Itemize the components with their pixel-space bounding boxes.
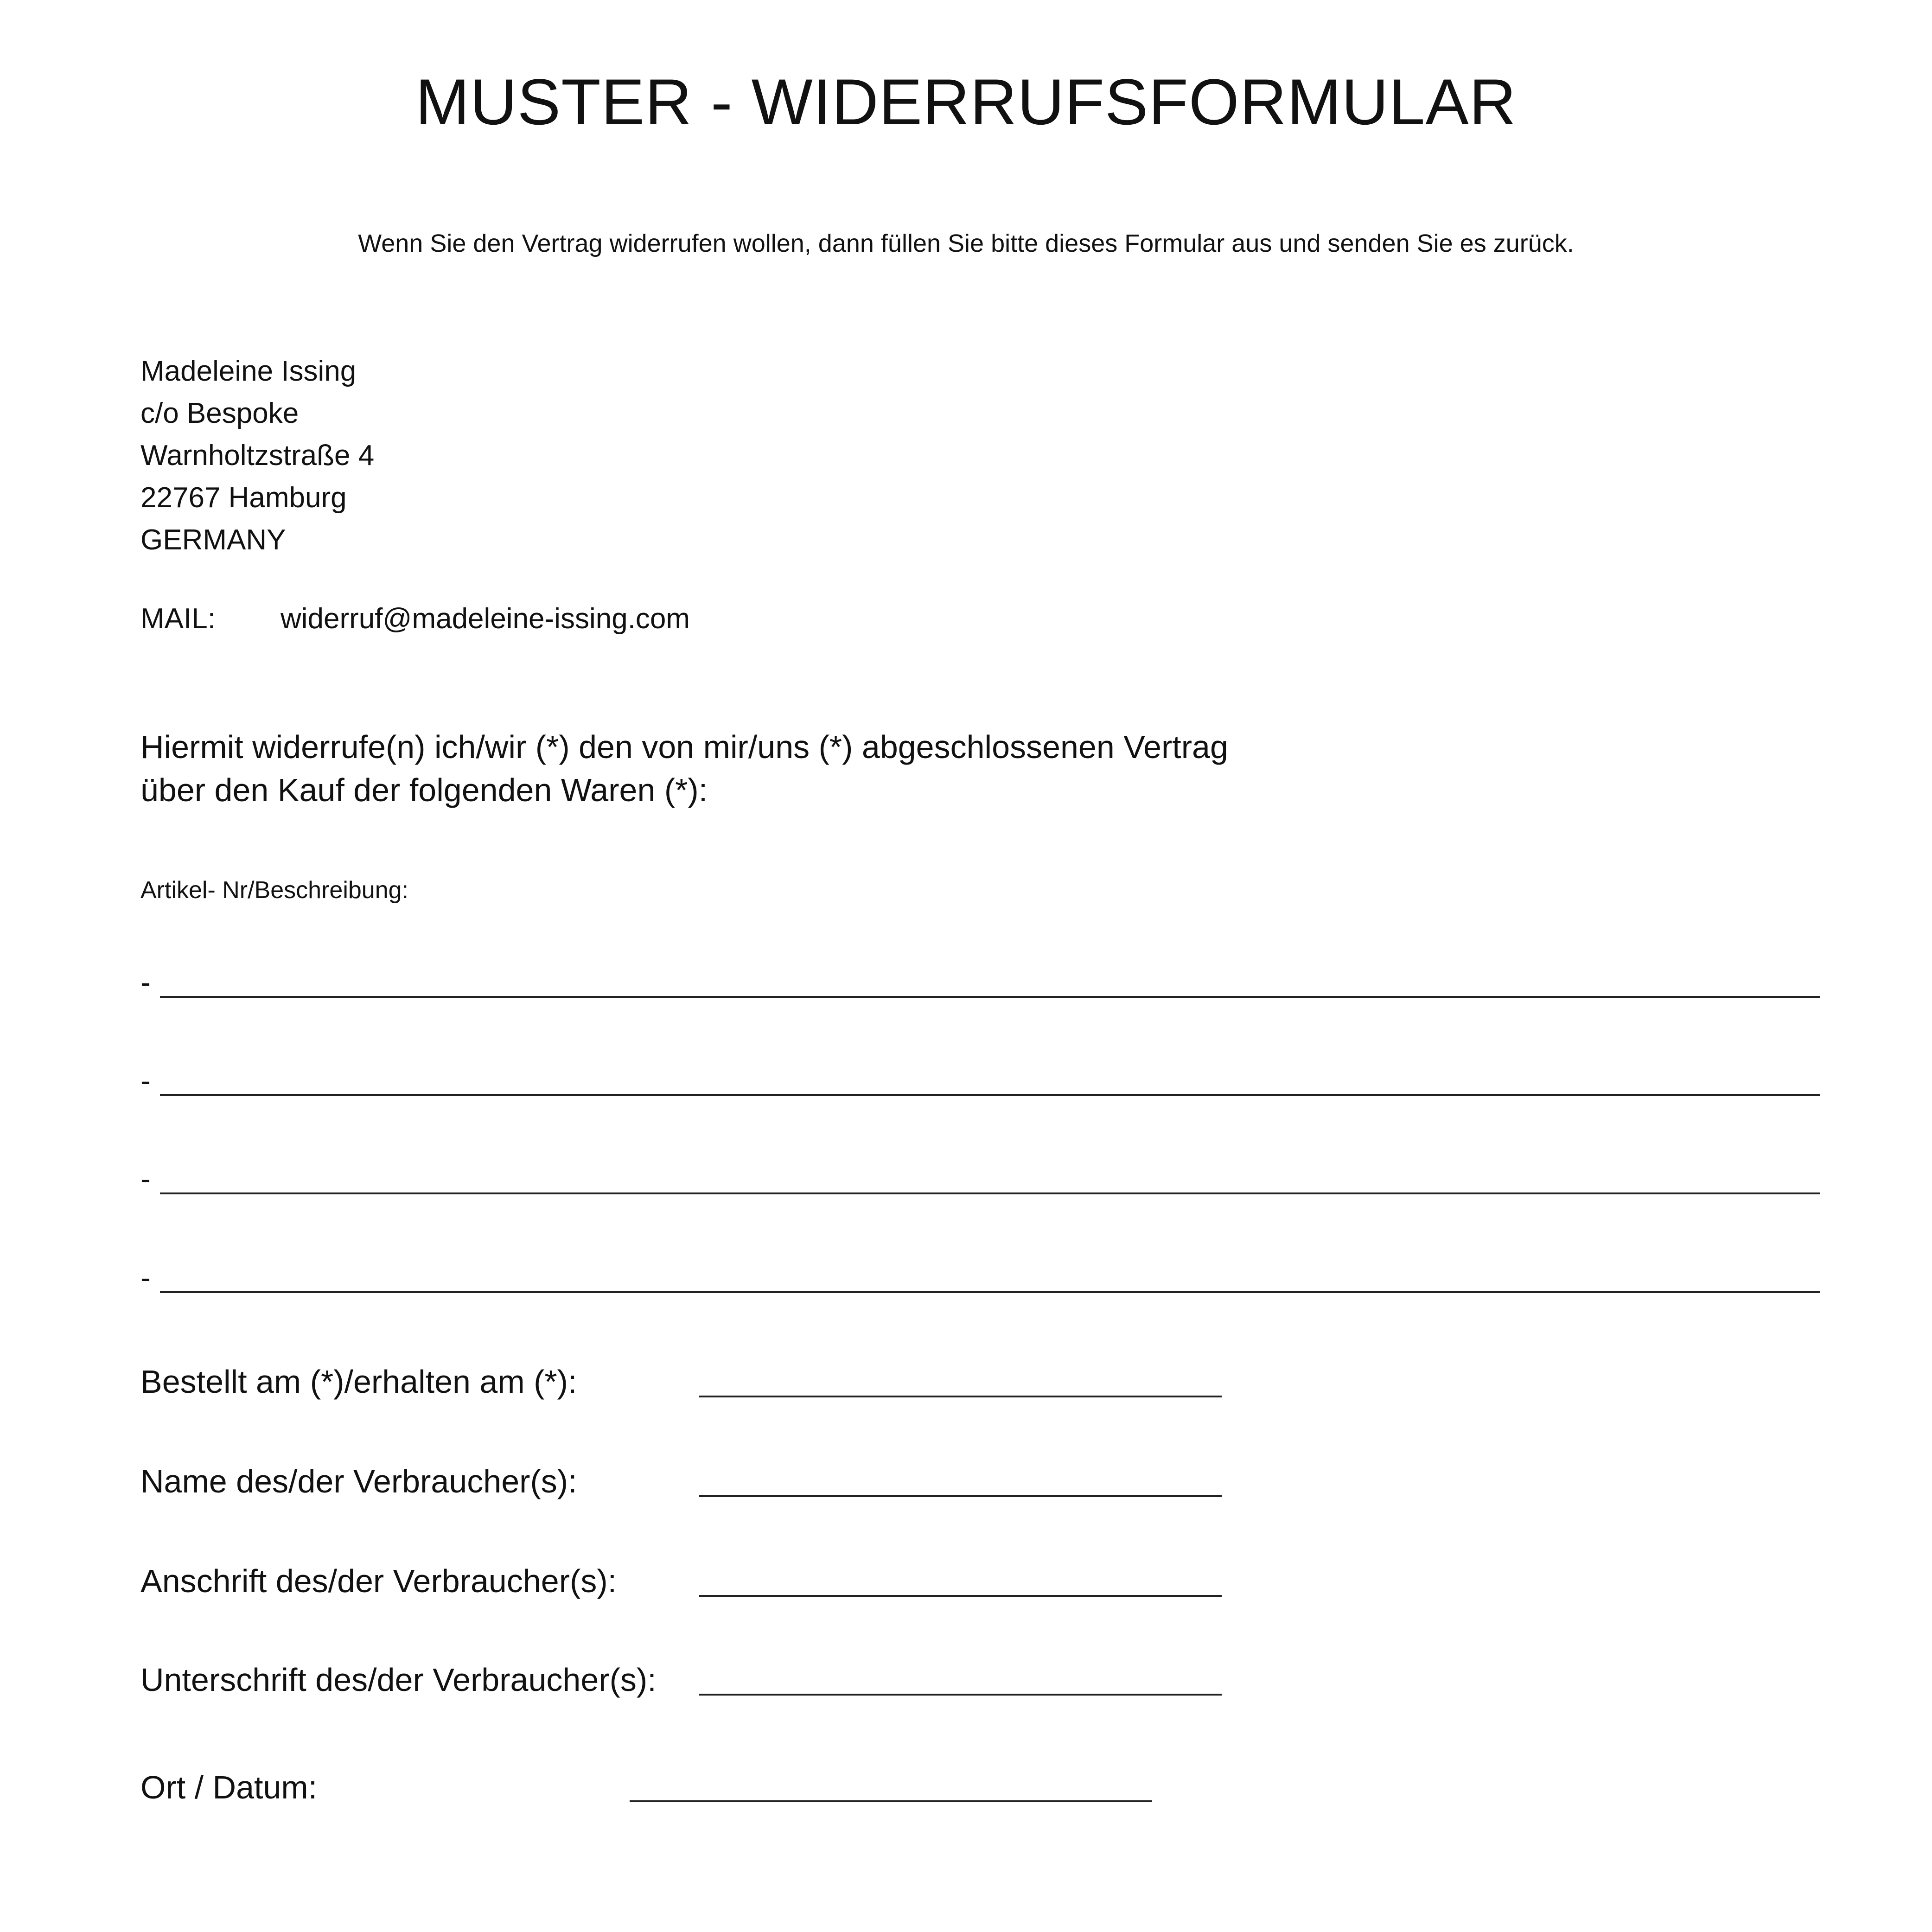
ordered-received-label: Bestellt am (*)/erhalten am (*):: [140, 1364, 577, 1400]
seller-address: [140, 350, 374, 561]
withdrawal-statement: [140, 726, 1228, 812]
place-date-field[interactable]: [630, 1800, 1152, 1802]
article-blank-line[interactable]: [160, 996, 1820, 998]
article-line-4[interactable]: [140, 1259, 1820, 1296]
intro-text: Wenn Sie den Vertrag widerrufen wollen, dann füllen Sie bitte dieses Formular aus und senden Sie es zurück.: [358, 230, 1574, 257]
consumer-name-label: Name des/der Verbraucher(s):: [140, 1463, 577, 1499]
form-title: MUSTER - WIDERRUFSFORMULAR: [415, 65, 1517, 138]
article-blank-line[interactable]: [160, 1094, 1820, 1096]
consumer-name-field[interactable]: [699, 1495, 1222, 1497]
article-dash: -: [140, 965, 151, 999]
article-line-2[interactable]: [140, 1062, 1820, 1099]
article-label: Artikel- Nr/Beschreibung:: [140, 877, 408, 904]
mail-label: MAIL:: [140, 603, 216, 635]
mail-address: widerruf@madeleine-issing.com: [281, 603, 690, 635]
consumer-signature-label: Unterschrift des/der Verbraucher(s):: [140, 1662, 657, 1698]
article-blank-line[interactable]: [160, 1291, 1820, 1293]
address-city: 22767 Hamburg: [140, 482, 347, 514]
consumer-signature-field[interactable]: [699, 1694, 1222, 1696]
statement-line-2: über den Kauf der folgenden Waren (*):: [140, 772, 708, 808]
place-date-label: Ort / Datum:: [140, 1769, 318, 1805]
address-line2: c/o Bespoke: [140, 397, 299, 429]
consumer-address-field[interactable]: [699, 1595, 1222, 1597]
address-street: Warnholtzstraße 4: [140, 440, 375, 472]
address-name: Madeleine Issing: [140, 355, 357, 387]
statement-line-1: Hiermit widerrufe(n) ich/wir (*) den von mir/uns (*) abgeschlossenen Vertrag: [140, 729, 1228, 765]
ordered-received-field[interactable]: [699, 1396, 1222, 1397]
consumer-address-label: Anschrift des/der Verbraucher(s):: [140, 1563, 617, 1599]
article-dash: -: [140, 1260, 151, 1294]
article-dash: -: [140, 1063, 151, 1097]
article-dash: -: [140, 1161, 151, 1196]
article-blank-line[interactable]: [160, 1192, 1820, 1194]
article-line-1[interactable]: [140, 963, 1820, 1001]
address-country: GERMANY: [140, 524, 286, 556]
article-line-3[interactable]: [140, 1160, 1820, 1197]
